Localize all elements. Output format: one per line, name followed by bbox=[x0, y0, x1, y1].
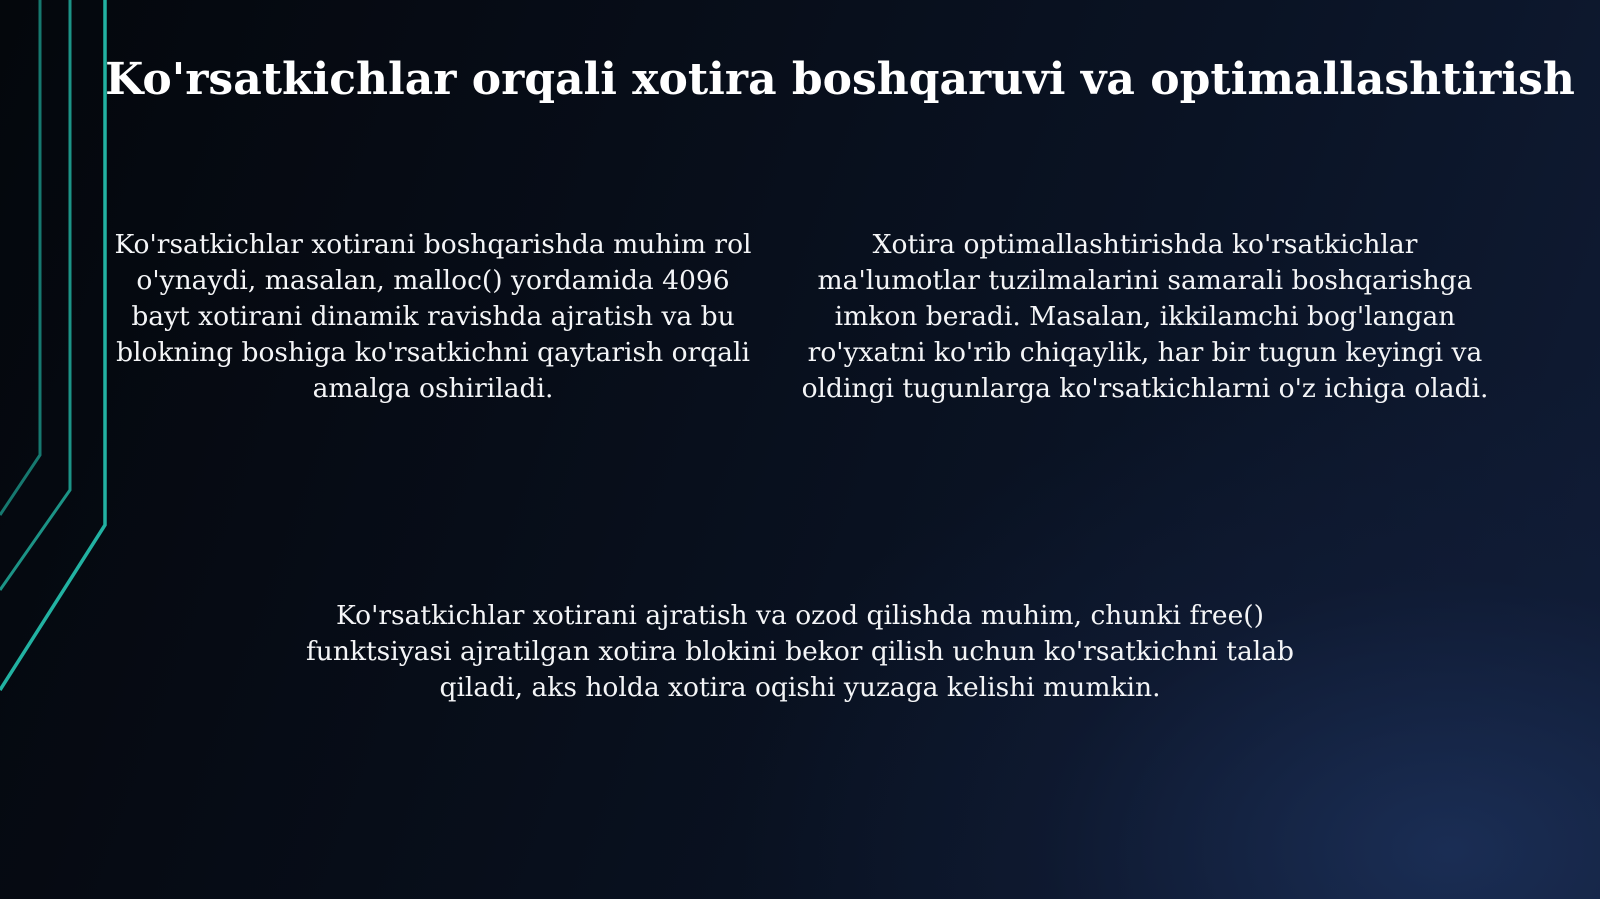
decorative-circuit-lines bbox=[0, 0, 120, 899]
paragraph-memory-allocation: Ko'rsatkichlar xotirani boshqarishda muhim rol o'ynaydi, masalan, malloc() yordamida 4096 bayt xotirani dinamik ravishda ajratish va bu blokning boshiga ko'rsatkichni qaytarish orqali amalga oshiriladi. bbox=[114, 229, 752, 404]
slide-title: Ko'rsatkichlar orqali xotira boshqaruvi va optimallashtirish bbox=[105, 54, 1575, 105]
paragraph-memory-free: Ko'rsatkichlar xotirani ajratish va ozod qilishda muhim, chunki free() funktsiyasi ajratilgan xotira blokini bekor qilish uchun ko'rsatkichni talab qiladi, aks holda xotira oqishi yuzaga kelishi mumkin. bbox=[305, 600, 1294, 703]
circuit-line-inner bbox=[0, 0, 105, 690]
paragraph-memory-optimization: Xotira optimallashtirishda ko'rsatkichlar ma'lumotlar tuzilmalarini samarali boshqarishga imkon beradi. Masalan, ikkilamchi bog'langan ro'yxatni ko'rib chiqaylik, har bir tugun keyingi va oldingi tugunlarga ko'rsatkichlarni o'z ichiga oladi. bbox=[801, 229, 1489, 404]
circuit-line-outer bbox=[0, 0, 40, 515]
